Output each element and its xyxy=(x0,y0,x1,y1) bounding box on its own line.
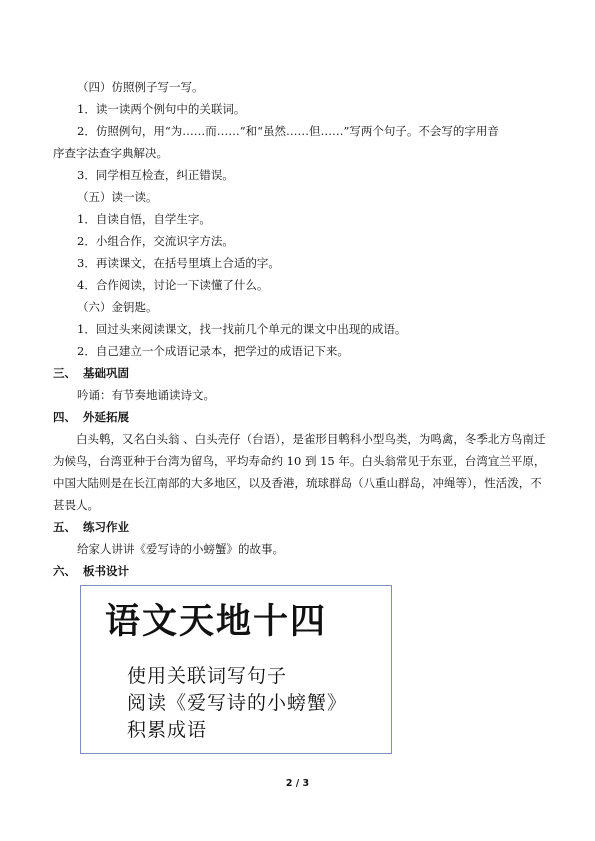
line-sec5-item4: 4．合作阅读，讨论一下读懂了什么。 xyxy=(77,278,269,292)
section-3-heading xyxy=(53,366,129,380)
board-line-1: 使用关联词写句子 xyxy=(127,665,288,687)
section-6-title: 板书设计 xyxy=(83,564,129,578)
section-6-heading xyxy=(53,564,129,578)
section-3-number: 三、 xyxy=(53,366,76,380)
section-4-number: 四、 xyxy=(53,410,76,424)
board-title: 语文天地十四 xyxy=(105,601,328,642)
section-5-heading xyxy=(53,520,129,534)
line-sec6-item1: 1．回过头来阅读课文，找一找前几个单元的课文中出现的成语。 xyxy=(77,322,407,336)
line-sec5-item1: 1．自读自悟，自学生字。 xyxy=(77,212,211,226)
line-sec4-item3: 3．同学相互检查，纠正错误。 xyxy=(77,168,234,182)
section-4-title: 外延拓展 xyxy=(83,410,129,424)
line-sec4-item2-cont: 序查字法查字典解决。 xyxy=(53,146,168,160)
section-5-body: 给家人讲讲《爱写诗的小螃蟹》的故事。 xyxy=(77,542,284,556)
page-number: 2 / 3 xyxy=(285,778,310,789)
section-4-paragraph: 白头鹎，又名白头翁 、白头壳仔（台语），是雀形目鹎科小型鸟类，为鸣禽，冬季北方鸟南迁为候鸟，台湾亚种于台湾为留鸟，平均寿命约 10 到 15 年。白头翁常见于东亚，台湾宜兰平原，中国大陆则是在长江南部的大多地区，以及香港，琉球群岛（八重山群岛，冲绳等），性活泼，不甚畏人。 xyxy=(53,432,546,512)
section-6-number: 六、 xyxy=(53,564,76,578)
section-5-title: 练习作业 xyxy=(83,520,129,534)
section-4-heading xyxy=(53,410,129,424)
blackboard-design-box xyxy=(80,585,392,754)
board-line-3: 积累成语 xyxy=(127,719,208,741)
board-line-2: 阅读《爱写诗的小螃蟹》 xyxy=(127,692,348,714)
line-sec4-item2: 2．仿照例句，用“为……而……”和“虽然……但……”写两个句子。不会写的字用音 xyxy=(77,124,499,138)
section-3-body: 吟诵：有节奏地诵读诗文。 xyxy=(77,388,215,402)
line-sec5-header: （五）读一读。 xyxy=(77,190,158,204)
line-sec5-item2: 2．小组合作，交流识字方法。 xyxy=(77,234,234,248)
section-5-number: 五、 xyxy=(53,520,76,534)
line-sec6-item2: 2．自己建立一个成语记录本，把学过的成语记下来。 xyxy=(77,344,349,358)
section-3-title: 基础巩固 xyxy=(83,366,129,380)
line-sec4-item1: 1．读一读两个例句中的关联词。 xyxy=(77,102,246,116)
line-sec5-item3: 3．再读课文，在括号里填上合适的字。 xyxy=(77,256,280,270)
line-sec6-header: （六）金钥匙。 xyxy=(77,300,158,314)
line-sec4-header: （四）仿照例子写一写。 xyxy=(77,80,204,94)
